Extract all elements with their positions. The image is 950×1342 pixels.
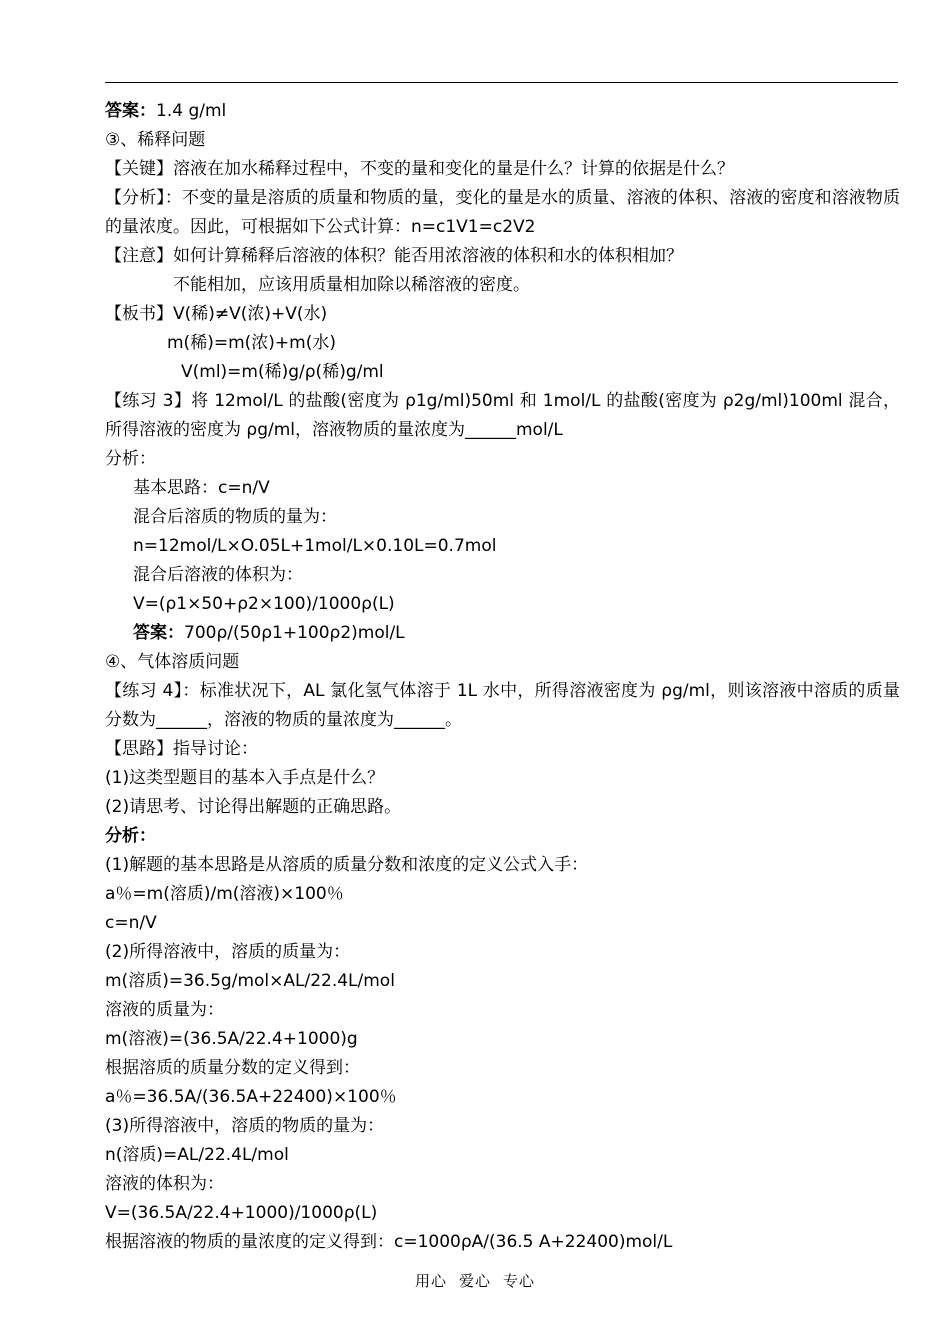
approach-discussion: 【思路】指导讨论： xyxy=(105,739,258,759)
page-footer xyxy=(0,1270,950,1291)
step-1-intro: (1)解题的基本思路是从溶质的质量分数和浓度的定义公式入手： xyxy=(105,855,589,875)
concentration-result: 根据溶液的物质的量浓度的定义得到：c=1000ρA/(36.5 A+22400)mol/L xyxy=(105,1232,673,1252)
analysis-paragraph: 【分析】：不变的量是溶质的质量和物质的量，变化的量是水的质量、溶液的体积、溶液的密度和溶液物质的量浓度。因此，可根据如下公式计算：n=c1V1=c2V2 xyxy=(105,188,900,237)
answer-value: 1.4 g/ml xyxy=(156,101,227,121)
board-formula-3: V(ml)=m(稀)g/ρ(稀)g/ml xyxy=(181,362,384,382)
mass-fraction-definition: a％=m(溶质)/m(溶液)×100％ xyxy=(105,884,344,904)
solution-volume-formula: V=(36.5A/22.4+1000)/1000ρ(L) xyxy=(105,1203,378,1223)
question-1: (1)这类型题目的基本入手点是什么？ xyxy=(105,768,385,788)
analysis-heading: 分析： xyxy=(105,826,156,846)
concentration-definition: c=n/V xyxy=(105,913,157,933)
mass-fraction-derivation-label: 根据溶质的质量分数的定义得到： xyxy=(105,1058,360,1078)
solute-amount-formula: n(溶质)=AL/22.4L/mol xyxy=(105,1145,289,1165)
mixed-volume-label: 混合后溶液的体积为： xyxy=(133,565,303,585)
solution-mass-formula: m(溶液)=(36.5A/22.4+1000)g xyxy=(105,1029,358,1049)
exercise-4: 【练习 4】：标准状况下，AL 氯化氢气体溶于 1L 水中，所得溶液密度为 ρg/ml，则该溶液中溶质的质量分数为______，溶液的物质的量浓度为______。 xyxy=(105,681,900,730)
answer-label: 答案： xyxy=(133,623,184,643)
basic-approach: 基本思路：c=n/V xyxy=(133,478,270,498)
mixed-volume-formula: V=(ρ1×50+ρ2×100)/1000ρ(L) xyxy=(133,594,395,614)
answer-line-1 xyxy=(105,97,900,126)
board-formula-2: m(稀)=m(浓)+m(水) xyxy=(167,333,336,353)
solute-mass-formula: m(溶质)=36.5g/mol×AL/22.4L/mol xyxy=(105,971,395,991)
note-question: 【注意】如何计算稀释后溶液的体积？能否用浓溶液的体积和水的体积相加？ xyxy=(105,246,683,266)
mass-fraction-result: a％=36.5A/(36.5A+22400)×100％ xyxy=(105,1087,397,1107)
section-heading-dilution: ③、稀释问题 xyxy=(105,130,206,150)
answer-line-2 xyxy=(105,619,900,648)
mixed-solute-amount-label: 混合后溶质的物质的量为： xyxy=(133,507,337,527)
document-body xyxy=(105,97,900,1257)
footer-word-2: 爱心 xyxy=(458,1272,491,1290)
footer-word-1: 用心 xyxy=(414,1272,447,1290)
question-2: (2)请思考、讨论得出解题的正确思路。 xyxy=(105,797,402,817)
analysis-label: 分析： xyxy=(105,449,156,469)
solution-volume-label: 溶液的体积为： xyxy=(105,1174,224,1194)
key-point: 【关键】溶液在加水稀释过程中，不变的量和变化的量是什么？计算的依据是什么？ xyxy=(105,159,734,179)
answer-value: 700ρ/(50ρ1+100ρ2)mol/L xyxy=(184,623,405,643)
answer-label: 答案： xyxy=(105,101,156,121)
step-3-intro: (3)所得溶液中，溶质的物质的量为： xyxy=(105,1116,385,1136)
step-2-intro: (2)所得溶液中，溶质的质量为： xyxy=(105,942,351,962)
mixed-solute-amount-formula: n=12mol/L×O.05L+1mol/L×0.10L=0.7mol xyxy=(133,536,497,556)
footer-word-3: 专心 xyxy=(503,1272,536,1290)
exercise-3: 【练习 3】将 12mol/L 的盐酸(密度为 ρ1g/ml)50ml 和 1mol/L 的盐酸(密度为 ρ2g/ml)100ml 混合，所得溶液的密度为 ρg/ml，溶液物质的量浓度为______mol/L xyxy=(105,391,900,440)
section-heading-gas-solute: ④、气体溶质问题 xyxy=(105,652,240,672)
header-rule xyxy=(105,82,898,83)
board-formula-1: 【板书】V(稀)≠V(浓)+V(水) xyxy=(105,304,328,324)
solution-mass-label: 溶液的质量为： xyxy=(105,1000,224,1020)
note-answer: 不能相加，应该用质量相加除以稀溶液的密度。 xyxy=(173,275,530,295)
